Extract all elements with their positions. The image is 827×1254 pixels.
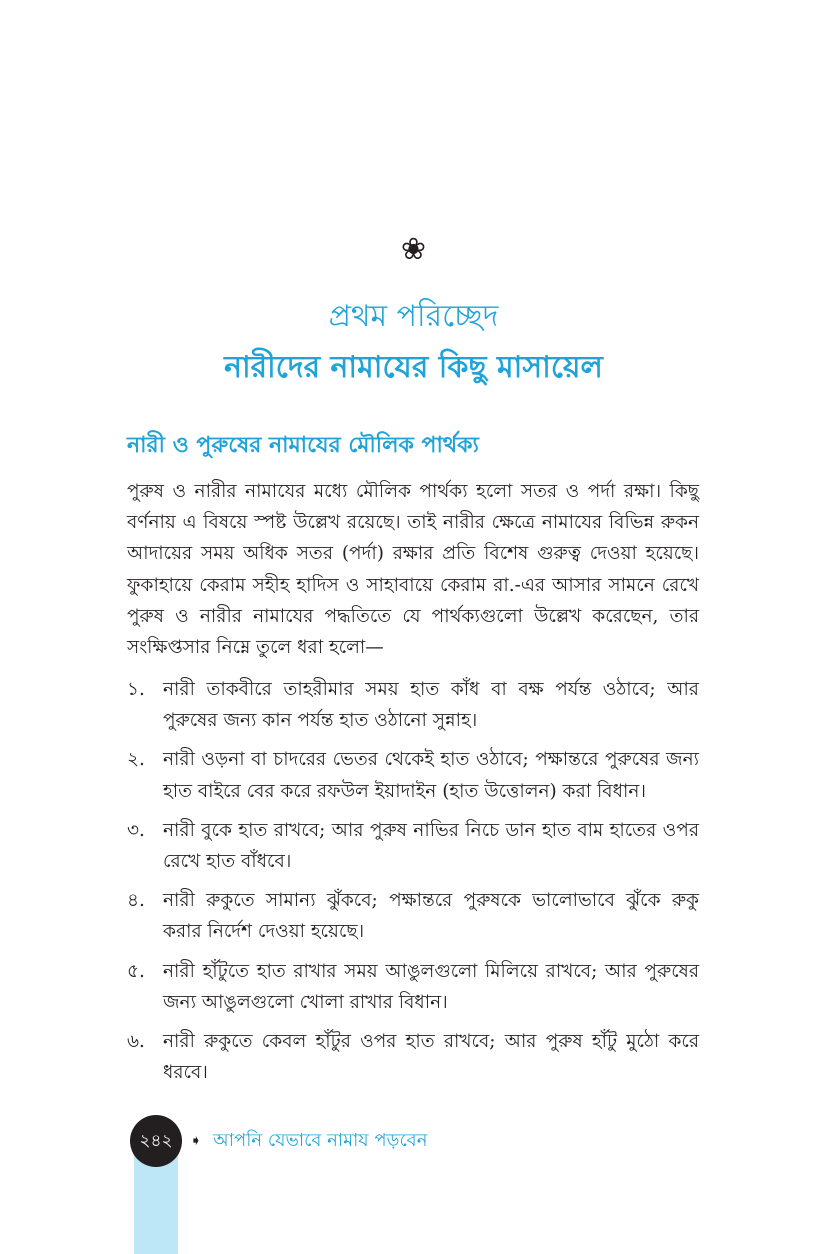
- list-item: [127, 1026, 699, 1088]
- arrow-icon: ➧: [190, 1133, 202, 1149]
- list-item-number: ৩.: [127, 819, 145, 841]
- difference-list: [127, 674, 699, 1096]
- list-item: [127, 815, 699, 877]
- list-item-text: নারী হাঁটুতে হাত রাখার সময় আঙুলগুলো মিলিয়ে রাখবে; আর পুরুষের জন্য আঙুলগুলো খোলা রাখার বিধান।: [163, 960, 699, 1013]
- list-item: [127, 885, 699, 947]
- list-item: [127, 744, 699, 806]
- list-item: [127, 674, 699, 736]
- list-item-number: ৪.: [127, 890, 145, 912]
- list-item-number: ৬.: [127, 1031, 145, 1053]
- list-item-number: ৫.: [127, 960, 145, 982]
- intro-paragraph: পুরুষ ও নারীর নামাযের মধ্যে মৌলিক পার্থক্য হলো সতর ও পর্দা রক্ষা। কিছু বর্ণনায় এ বিষয়ে স্পষ্ট উল্লেখ রয়েছে। তাই নারীর ক্ষেত্রে নামাযের বিভিন্ন রুকন আদায়ের সময় অধিক সতর (পর্দা) রক্ষার প্রতি বিশেষ গুরুত্ব দেওয়া হয়েছে। ফুকাহায়ে কেরাম সহীহ হাদিস ও সাহাবায়ে কেরাম রা.-এর আসার সামনে রেখে পুরুষ ও নারীর নামাযের পদ্ধতিতে যে পার্থক্যগুলো উল্লেখ করেছেন, তার সংক্ষিপ্তসার নিম্নে তুলে ধরা হলো—: [127, 481, 699, 659]
- chapter-title: নারীদের নামাযের কিছু মাসায়েল: [224, 350, 603, 385]
- running-footer-title: আপনি যেভাবে নামায পড়বেন: [213, 1130, 428, 1151]
- page-number: ২৪২: [130, 1115, 182, 1167]
- flower-ornament-icon: ❀: [400, 232, 427, 267]
- chapter-heading: প্রথম পরিচ্ছেদ: [328, 299, 499, 334]
- list-item: [127, 956, 699, 1018]
- list-item-number: ২.: [127, 749, 145, 771]
- list-item-text: নারী ওড়না বা চাদরের ভেতর থেকেই হাত ওঠাবে; পক্ষান্তরে পুরুষের জন্য হাত বাইরে বের করে রফউল ইয়াদাইন (হাত উত্তোলন) করা বিধান।: [163, 749, 699, 802]
- section-heading: নারী ও পুরুষের নামাযের মৌলিক পার্থক্য: [127, 432, 479, 458]
- list-item-text: নারী বুকে হাত রাখবে; আর পুরুষ নাভির নিচে ডান হাত বাম হাতের ওপর রেখে হাত বাঁধবে।: [163, 819, 699, 873]
- footer-side-bar: [134, 1152, 178, 1254]
- list-item-text: নারী তাকবীরে তাহরীমার সময় হাত কাঁধ বা বক্ষ পর্যন্ত ওঠাবে; আর পুরুষের জন্য কান পর্যন্ত হাত ওঠানো সুন্নাহ।: [163, 679, 699, 732]
- list-item-number: ১.: [127, 679, 145, 700]
- list-item-text: নারী রুকুতে কেবল হাঁটুর ওপর হাত রাখবে; আর পুরুষ হাঁটু মুঠো করে ধরবে।: [163, 1031, 699, 1084]
- list-item-text: নারী রুকুতে সামান্য ঝুঁকবে; পক্ষান্তরে পুরুষকে ভালোভাবে ঝুঁকে রুকু করার নির্দেশ দেওয়া হয়েছে।: [163, 890, 699, 943]
